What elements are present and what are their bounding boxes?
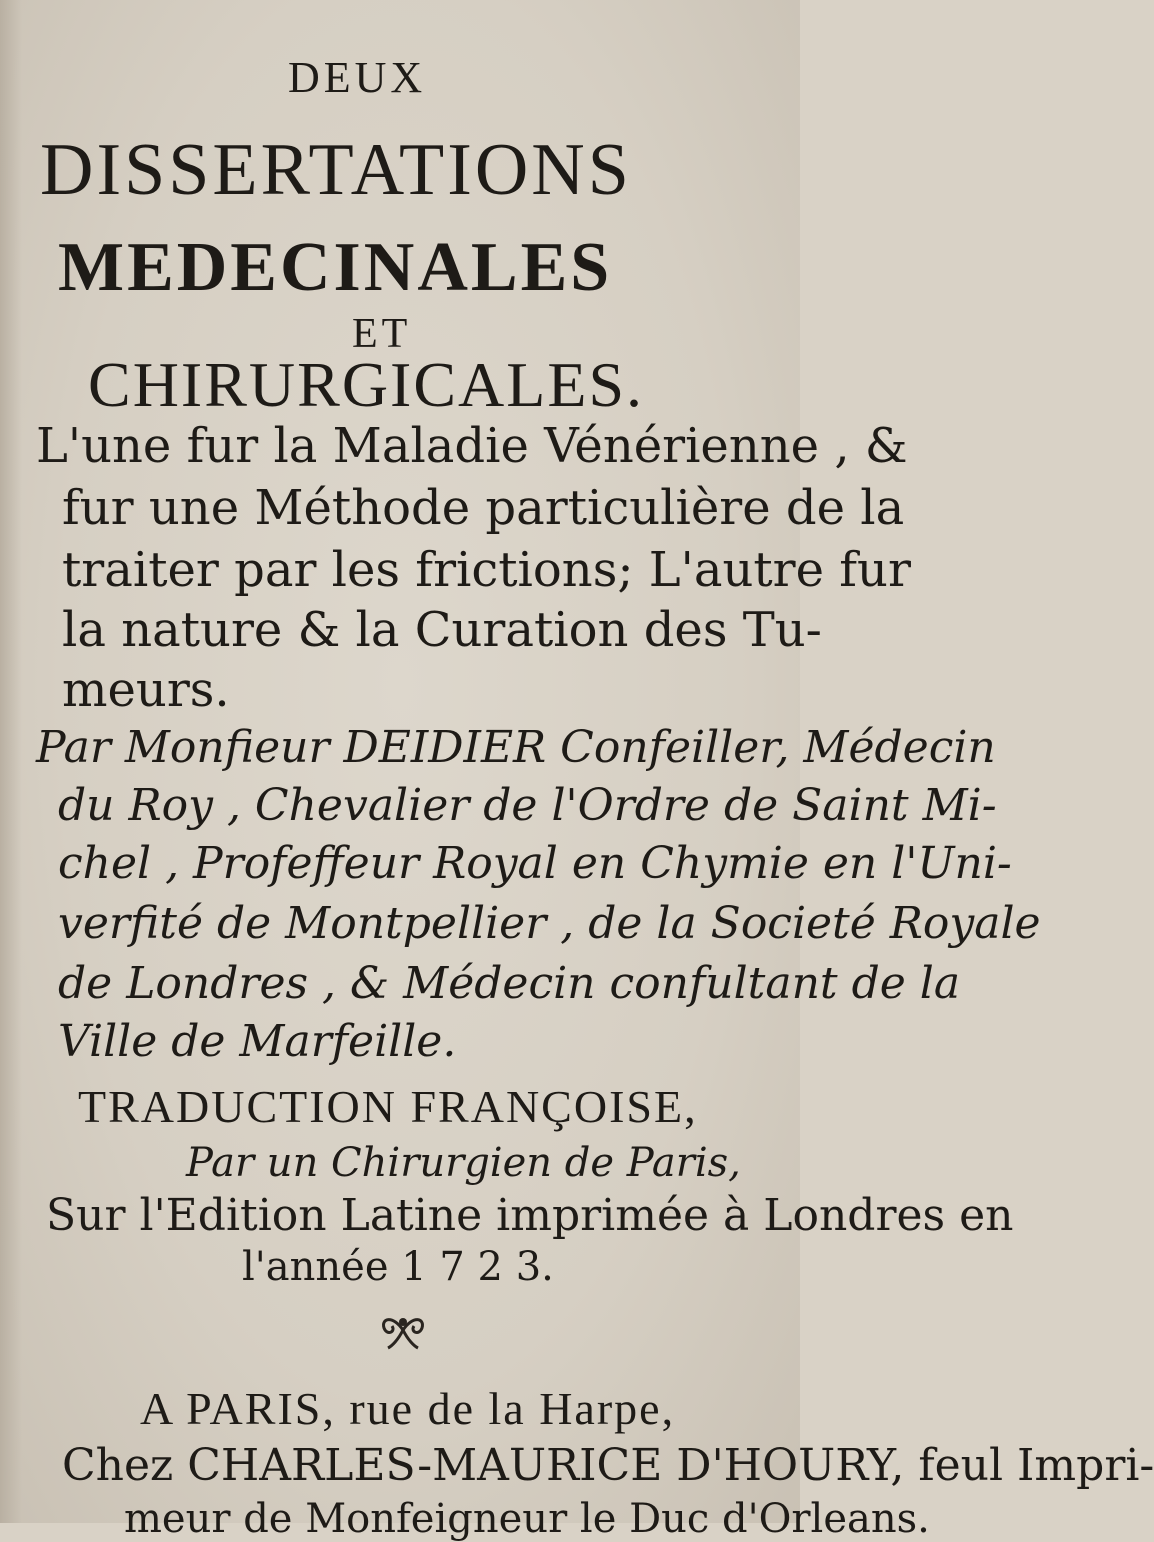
author-line-4: verfité de Montpellier , de la Societé Royale xyxy=(58,898,1041,949)
edition-line: Sur l'Edition Latine imprimée à Londres en xyxy=(46,1190,1014,1241)
author-line-5: de Londres , & Médecin confultant de la xyxy=(58,958,961,1009)
fleuron-ornament-icon xyxy=(378,1310,428,1350)
subject-line-1: L'une fur la Maladie Vénérienne , & xyxy=(36,418,908,474)
author-line-1: Par Monfieur DEIDIER Confeiller, Médecin xyxy=(36,722,996,773)
subject-line-4: la nature & la Curation des Tu- xyxy=(62,602,822,658)
subject-line-2: fur une Méthode particulière de la xyxy=(62,480,905,536)
title-deux: DEUX xyxy=(288,53,427,102)
title-dissertations: DISSERTATIONS xyxy=(40,129,632,211)
author-line-6: Ville de Marfeille. xyxy=(58,1016,457,1067)
subject-line-3: traiter par les frictions; L'autre fur xyxy=(62,542,911,598)
imprint-city: A PARIS, rue de la Harpe, xyxy=(140,1383,676,1434)
translation-heading: TRADUCTION FRANÇOISE, xyxy=(78,1081,698,1132)
author-line-3: chel , Profeffeur Royal en Chymie en l'Uni- xyxy=(58,838,1012,889)
edition-year: l'année 1 7 2 3. xyxy=(242,1244,554,1290)
imprint-printer: Chez CHARLES-MAURICE D'HOURY, feul Impri- xyxy=(62,1440,1154,1491)
title-chirurgicales: CHIRURGICALES. xyxy=(88,349,645,420)
title-et: ET xyxy=(352,311,412,357)
imprint-printer-cont: meur de Monfeigneur le Duc d'Orleans. xyxy=(124,1496,930,1542)
page-edge-shadow xyxy=(0,0,22,1523)
translator-line: Par un Chirurgien de Paris, xyxy=(186,1140,741,1186)
title-medecinales: MEDECINALES xyxy=(58,229,613,306)
author-line-2: du Roy , Chevalier de l'Ordre de Saint Mi- xyxy=(58,780,997,831)
subject-line-5: meurs. xyxy=(62,662,230,718)
